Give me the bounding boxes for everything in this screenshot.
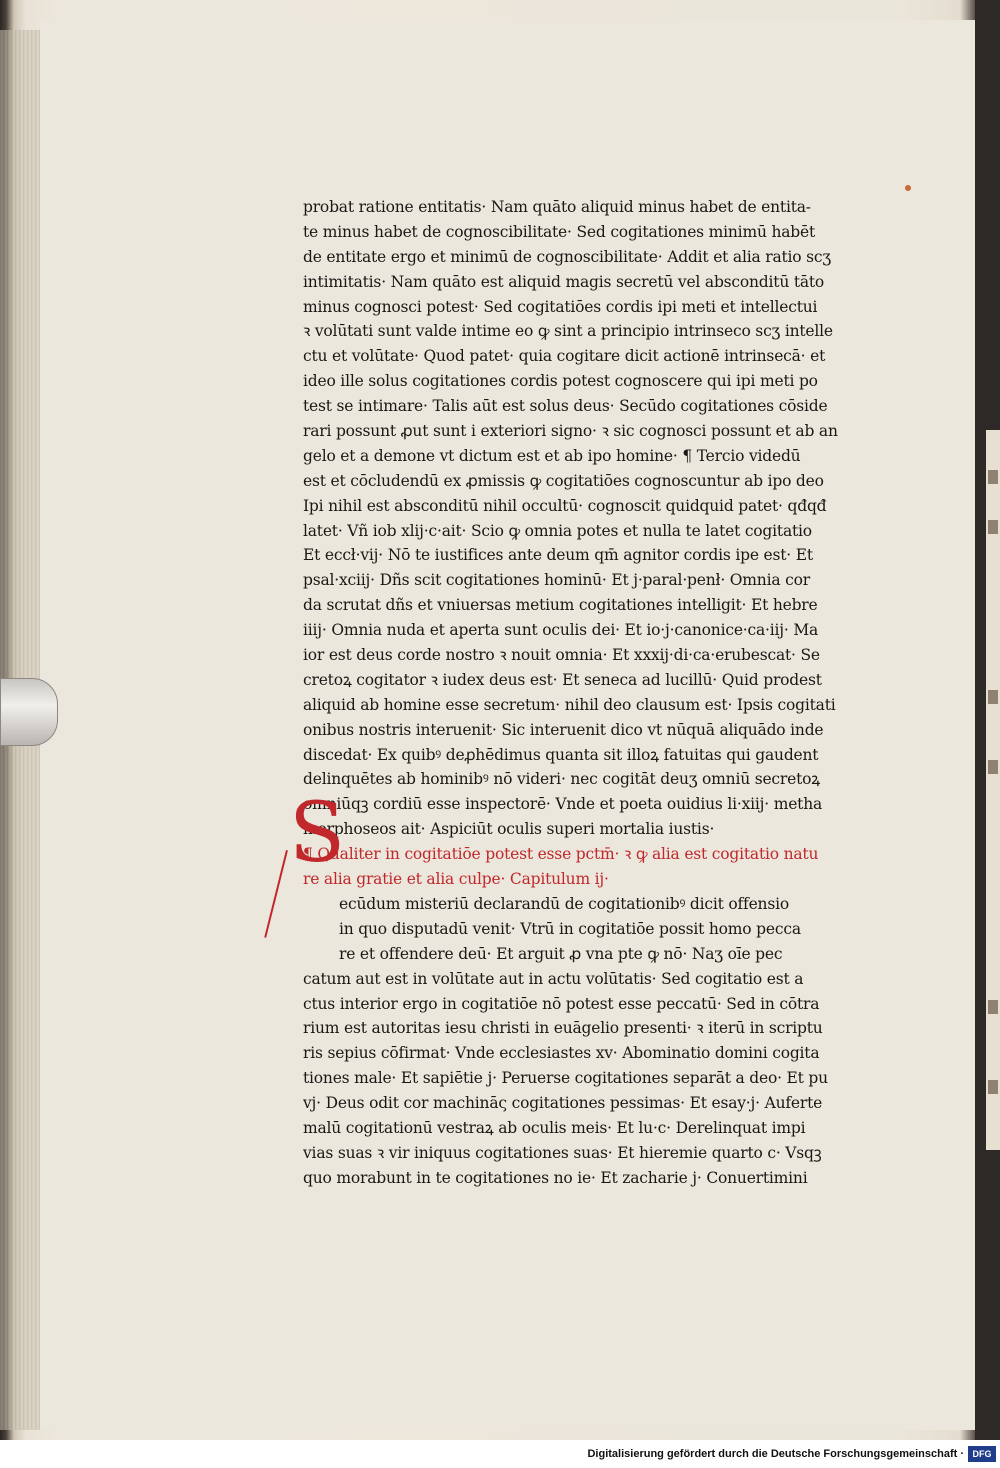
text-line: ris sepius cōfirmat· Vnde ecclesiastes xv· Abominatio domini cogita: [303, 1044, 820, 1063]
text-line: rari possunt ꝓut sunt i exteriori signo· ꝛ sic cognosci possunt et ab an: [303, 422, 838, 441]
text-line: aliquid ab homine esse secretum· nihil deo clausum est· Ipsis cogitati: [303, 695, 836, 714]
facing-page-mark: [988, 1080, 998, 1094]
text-line: in quo disputadū venit· Vtrū in cogitatiōe possit homo pecca: [339, 919, 801, 938]
text-line: re alia gratie et alia culpe· Capitulum ij·: [303, 870, 609, 889]
facing-page-mark: [988, 1000, 998, 1014]
text-line: psal·xciij· Dñs scit cogitationes hominū· Et j·paral·penł· Omnia cor: [303, 571, 810, 590]
text-line: latet· Vñ iob xlij·c·ait· Scio ꝙ omnia potes et nulla te latet cogitatio: [303, 521, 812, 540]
text-line: malū cogitationū vestraꝝ ab oculis meis· Et lu·c· Derelinquat impi: [303, 1118, 806, 1137]
text-line: onibus nostris interuenit· Sic interuenit dico vt nūquā aliquādo inde: [303, 720, 824, 739]
text-line: da scrutat dñs et vniuersas metium cogitationes intelligit· Et hebre: [303, 596, 818, 615]
text-line: gelo et a demone vt dictum est et ab ipo homine· ¶ Tercio videdū: [303, 446, 801, 465]
facing-page-strip: [986, 430, 1000, 1150]
text-line: discedat· Ex quibꝰ deꝓhēdimus quanta sit illoꝝ fatuitas qui gaudent: [303, 745, 819, 764]
facing-page-mark: [988, 690, 998, 704]
dfg-logo: DFG: [968, 1446, 996, 1462]
text-line: de entitate ergo et minimū de cognoscibilitate· Addit et alia ratio scʒ: [303, 247, 831, 266]
text-line: quo morabunt in te cogitationes no ie· Et zacharie j· Conuertimini: [303, 1168, 808, 1187]
text-line: test se intimare· Talis aūt est solus deus· Secūdo cogitationes cōside: [303, 397, 828, 416]
text-line: ideo ille solus cogitationes cordis potest cognoscere qui ipi meti po: [303, 372, 818, 391]
text-line: Ipi nihil est absconditū nihil occultū· cognoscit quidquid patet· qđqđ: [303, 496, 827, 515]
text-line: iiij· Omnia nuda et aperta sunt oculis dei· Et io·j·canonice·ca·iij· Ma: [303, 621, 819, 640]
text-line: minus cognosci potest· Sed cogitatiōes cordis ipi meti et intellectui: [303, 297, 818, 316]
text-line: omniūqꝫ cordiū esse inspectorē· Vnde et poeta ouidius li·xiij· metha: [303, 795, 823, 814]
page-clip: [0, 678, 58, 746]
text-line: cretoꝝ cogitator ꝛ iudex deus est· Et seneca ad lucillū· Quid prodest: [303, 670, 822, 689]
text-line: intimitatis· Nam quāto est aliquid magis secretū vel absconditū tāto: [303, 272, 825, 291]
text-line: ctus interior ergo in cogitatiōe nō potest esse peccatū· Sed in cōtra: [303, 994, 820, 1013]
text-line: vj· Deus odit cor machināς cogitationes pessimas· Et esay·j· Auferte: [303, 1094, 823, 1113]
rubricated-initial: S: [289, 786, 346, 881]
text-line: ecūdum misteriū declarandū de cogitationibꝰ dicit offensio: [339, 894, 789, 913]
text-line: te minus habet de cognoscibilitate· Sed cogitationes minimū habēt: [303, 222, 815, 241]
funding-credit: Digitalisierung gefördert durch die Deutsche Forschungsgemeinschaft ·: [587, 1448, 964, 1460]
text-line: est et cōcludendū ex ꝓmissis ꝙ cogitatiōes cognoscuntur ab ipo deo: [303, 471, 824, 490]
facing-page-mark: [988, 520, 998, 534]
text-line: Et eccł·vij· Nō te iustifices ante deum qm̄ agnitor cordis ipe est· Et: [303, 546, 813, 565]
text-line: tiones male· Et sapiētie j· Peruerse cogitationes separāt a deo· Et pu: [303, 1069, 828, 1088]
facing-page-mark: [988, 470, 998, 484]
text-line: ¶ Qualiter in cogitatiōe potest esse pctm̄· ꝛ ꝙ alia est cogitatio natu: [303, 845, 819, 864]
text-line: rium est autoritas iesu christi in euāgelio presenti· ꝛ iterū in scriptu: [303, 1019, 823, 1038]
text-line: delinquētes ab hominibꝰ nō videri· nec cogitāt deuʒ omniū secretoꝝ: [303, 770, 821, 789]
text-line: catum aut est in volūtate aut in actu volūtatis· Sed cogitatio est a: [303, 969, 804, 988]
text-line: ꝛ volūtati sunt valde intime eo ꝙ sint a principio intrinseco scʒ intelle: [303, 322, 833, 341]
ink-spot: [905, 185, 911, 191]
text-line: probat ratione entitatis· Nam quāto aliquid minus habet de entita-: [303, 198, 811, 216]
text-line: ior est deus corde nostro ꝛ nouit omnia· Et xxxij·di·ca·erubescat· Se: [303, 646, 820, 665]
text-line: ctu et volūtate· Quod patet· quia cogitare dicit actionē intrinsecā· et: [303, 347, 826, 366]
facing-page-mark: [988, 760, 998, 774]
incunable-text-block: [303, 195, 893, 1191]
text-line: vias suas ꝛ vir iniquus cogitationes suas· Et hieremie quarto c· Vsqꝫ: [303, 1143, 822, 1162]
text-line: re et offendere deū· Et arguit ꝓ vna pte ꝙ nō· Naʒ oīe pec: [339, 944, 783, 963]
text-line: morphoseos ait· Aspiciūt oculis superi mortalia iustis·: [303, 820, 715, 839]
